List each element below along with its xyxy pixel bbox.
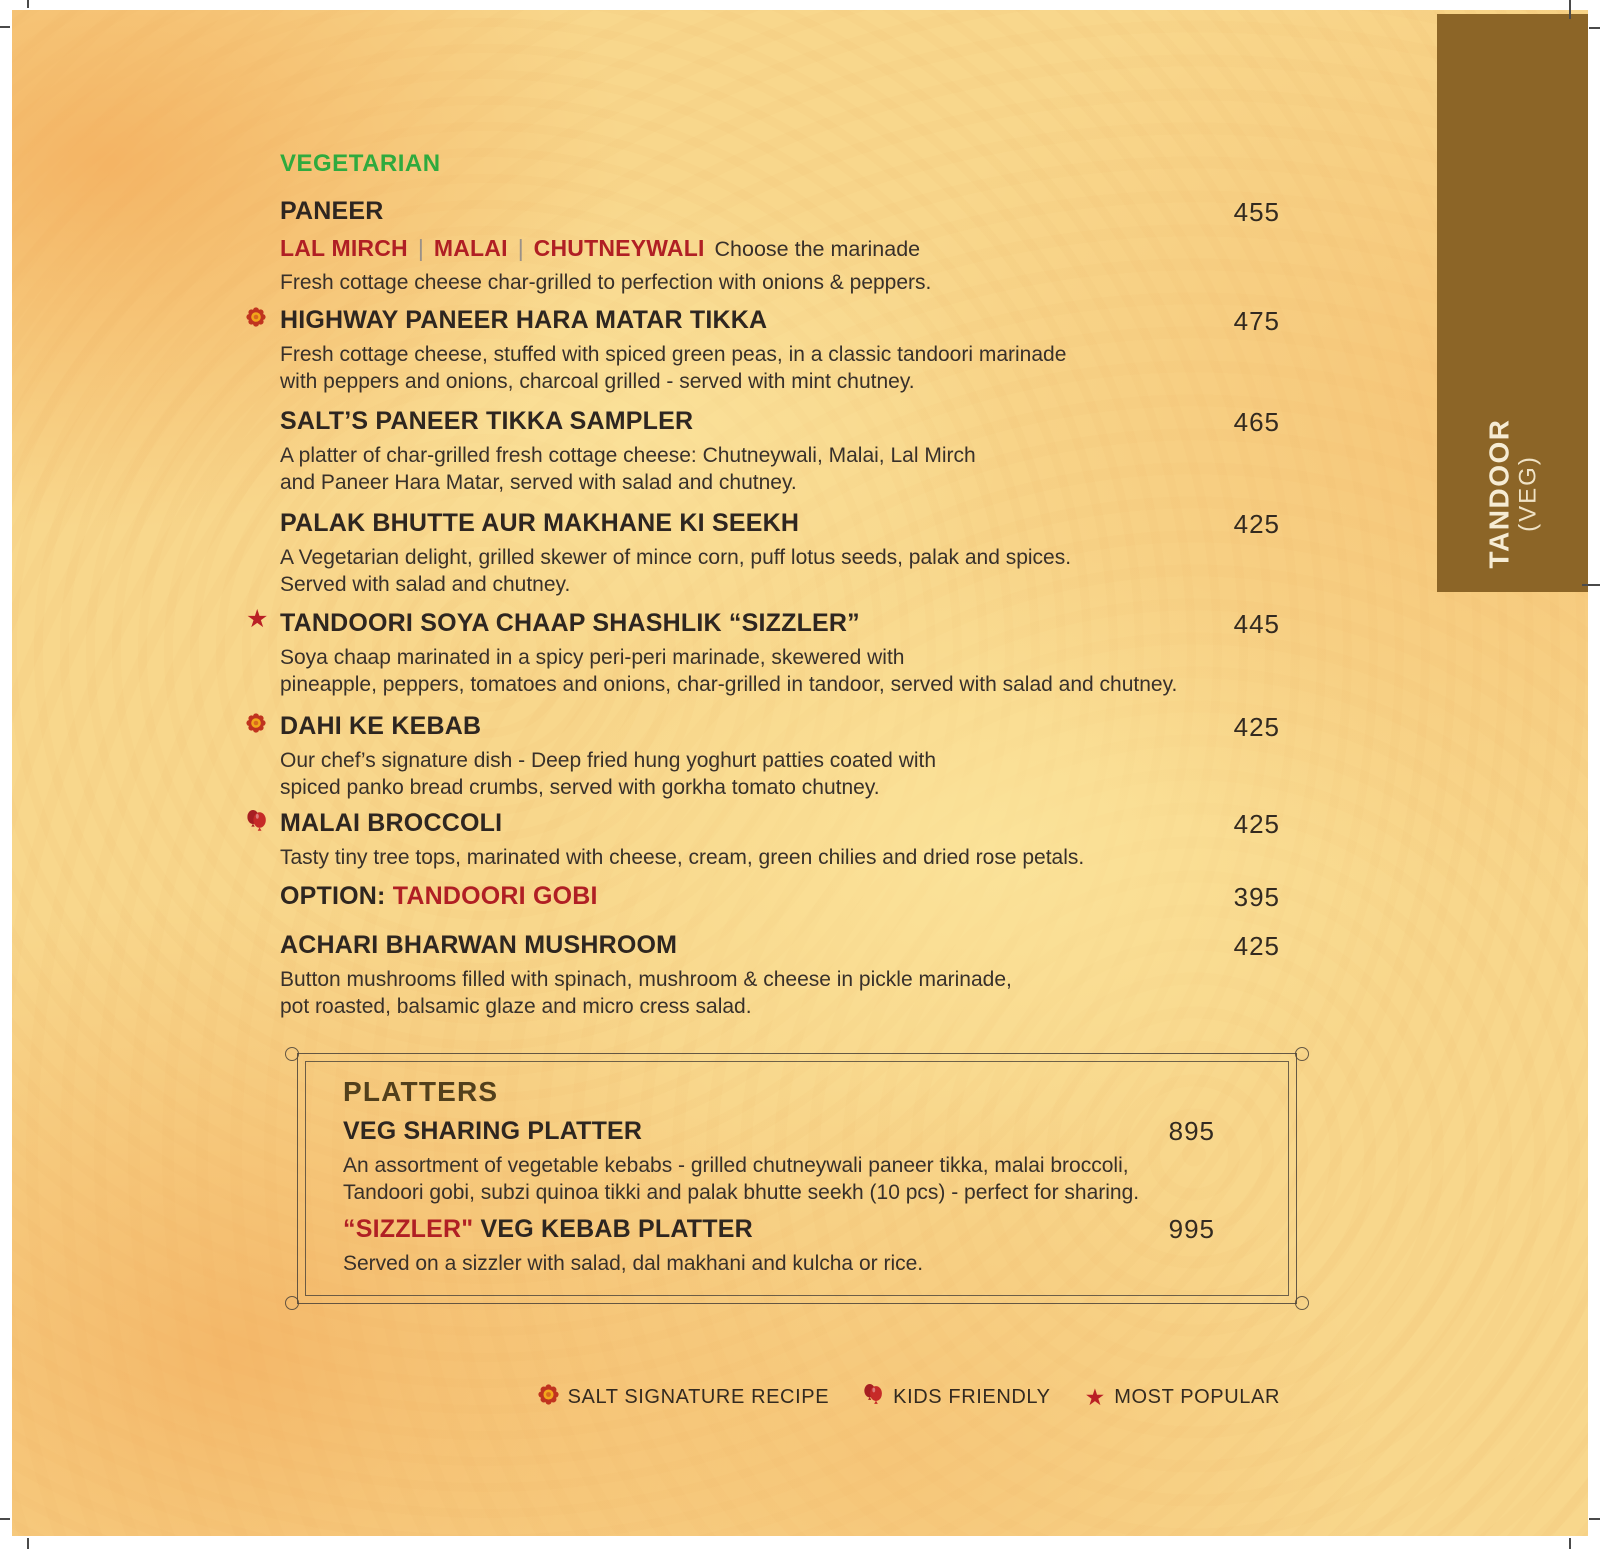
item-title-text: DAHI KE KEBAB bbox=[280, 712, 482, 740]
item-title-text: TANDOORI SOYA CHAAP SHASHLIK “SIZZLER” bbox=[280, 609, 860, 637]
item-description: Tasty tiny tree tops, marinated with cheese, cream, green chilies and dried rose petals. bbox=[280, 846, 1085, 869]
legend bbox=[280, 1382, 1280, 1412]
tab-title: TANDOOR bbox=[1483, 418, 1514, 568]
item-title bbox=[280, 882, 598, 910]
item-title bbox=[280, 712, 481, 740]
menu-page bbox=[12, 10, 1588, 1536]
platters-box bbox=[297, 1053, 1297, 1304]
item-price: 475 bbox=[1233, 306, 1280, 336]
crop-mark bbox=[1569, 0, 1571, 19]
balloons-icon bbox=[863, 1382, 884, 1412]
platters-heading: PLATTERS bbox=[343, 1076, 499, 1107]
platter-item-sizzler-kebab bbox=[343, 1214, 1215, 1277]
star-icon: ★ bbox=[1084, 1383, 1106, 1410]
item-price: 445 bbox=[1233, 609, 1280, 639]
item-price: 425 bbox=[1233, 712, 1280, 742]
item-description: An assortment of vegetable kebabs - grilled chutneywali paneer tikka, malai broccoli, bbox=[343, 1154, 1129, 1177]
crop-mark bbox=[0, 1518, 10, 1520]
menu-item-malai-broccoli bbox=[280, 808, 1280, 871]
item-description: Soya chaap marinated in a spicy peri-peri marinade, skewered with bbox=[280, 646, 905, 669]
signature-flower-icon bbox=[538, 1384, 559, 1410]
item-description: A Vegetarian delight, grilled skewer of mince corn, puff lotus seeds, palak and spices. bbox=[280, 546, 1072, 569]
item-title-row bbox=[280, 930, 1280, 960]
tab-subtitle: (VEG) bbox=[1514, 454, 1541, 532]
item-description: Served with salad and chutney. bbox=[280, 573, 571, 596]
corner-loop-ornament bbox=[1295, 1296, 1309, 1310]
crop-mark bbox=[1589, 27, 1600, 29]
legend-kids-friendly bbox=[863, 1382, 1050, 1412]
legend-most-popular bbox=[1085, 1385, 1280, 1410]
item-title-text: SALT’S PANEER TIKKA SAMPLER bbox=[280, 407, 694, 435]
signature-flower-icon bbox=[246, 713, 270, 739]
corner-loop-ornament bbox=[1295, 1047, 1309, 1061]
menu-item-achari-mushroom bbox=[280, 930, 1280, 1020]
variant-label: CHUTNEYWALI bbox=[533, 235, 705, 261]
variant-label: MALAI bbox=[433, 235, 508, 261]
item-title-row bbox=[280, 196, 1280, 226]
item-title-text: PANEER bbox=[280, 197, 384, 225]
item-title bbox=[280, 931, 677, 959]
item-title bbox=[280, 509, 799, 537]
item-title bbox=[280, 197, 384, 225]
menu-item-highway-paneer bbox=[280, 305, 1280, 395]
item-price: 425 bbox=[1233, 931, 1280, 961]
item-description: spiced panko bread crumbs, served with gorkha tomato chutney. bbox=[280, 776, 880, 799]
platter-item-veg-sharing bbox=[343, 1116, 1215, 1206]
item-title-text: OPTION: bbox=[280, 882, 386, 910]
item-title-row bbox=[280, 508, 1280, 538]
item-title-text: ACHARI BHARWAN MUSHROOM bbox=[280, 931, 678, 959]
separator: | bbox=[517, 235, 524, 261]
variant-note: Choose the marinade bbox=[714, 237, 921, 261]
item-title bbox=[280, 306, 767, 334]
star-icon: ★ bbox=[246, 605, 269, 633]
item-title-row bbox=[343, 1214, 1215, 1244]
separator: | bbox=[417, 235, 424, 261]
crop-mark bbox=[27, 0, 29, 8]
menu-item-palak-bhutte bbox=[280, 508, 1280, 598]
crop-mark bbox=[0, 26, 10, 28]
crop-mark bbox=[1569, 1538, 1571, 1549]
item-price: 425 bbox=[1233, 809, 1280, 839]
item-price: 425 bbox=[1233, 509, 1280, 539]
signature-flower-icon bbox=[246, 307, 270, 333]
corner-loop-ornament bbox=[285, 1296, 299, 1310]
item-description: Fresh cottage cheese, stuffed with spiced green peas, in a classic tandoori marinade bbox=[280, 343, 1067, 366]
menu-item-dahi-kebab bbox=[280, 711, 1280, 801]
menu-item-salts-sampler bbox=[280, 406, 1280, 496]
balloons-icon bbox=[246, 808, 270, 834]
item-title bbox=[343, 1117, 642, 1145]
tandoor-veg-tab-label bbox=[1437, 400, 1588, 586]
item-title bbox=[280, 609, 860, 637]
item-title bbox=[343, 1215, 753, 1243]
item-title-text: PALAK BHUTTE AUR MAKHANE KI SEEKH bbox=[280, 509, 800, 537]
item-title-row bbox=[280, 808, 1280, 838]
item-price: 465 bbox=[1233, 407, 1280, 437]
item-title-row bbox=[343, 1116, 1215, 1146]
marinade-options bbox=[280, 234, 1280, 263]
legend-label: SALT SIGNATURE RECIPE bbox=[567, 1385, 830, 1408]
item-description: Button mushrooms filled with spinach, mushroom & cheese in pickle marinade, bbox=[280, 968, 1012, 991]
item-price: 895 bbox=[1168, 1116, 1215, 1146]
item-title-row bbox=[280, 608, 1280, 638]
menu-item-soya-chaap bbox=[246, 605, 1280, 698]
item-title-text: MALAI BROCCOLI bbox=[280, 809, 503, 837]
menu-item-paneer bbox=[280, 196, 1280, 296]
item-description: Tandoori gobi, subzi quinoa tikki and palak bhutte seekh (10 pcs) - perfect for sharing. bbox=[343, 1181, 1140, 1204]
crop-mark bbox=[1582, 584, 1600, 586]
legend-signature-recipe bbox=[538, 1384, 830, 1410]
variant-label: LAL MIRCH bbox=[280, 235, 408, 261]
item-title bbox=[280, 809, 502, 837]
item-description: and Paneer Hara Matar, served with salad and chutney. bbox=[280, 471, 797, 494]
menu-item-tandoori-gobi-option bbox=[280, 881, 1280, 911]
item-description: Fresh cottage cheese char-grilled to perfection with onions & peppers. bbox=[280, 271, 932, 294]
item-title-row bbox=[280, 305, 1280, 335]
item-description: pineapple, peppers, tomatoes and onions, char-grilled in tandoor, served with salad and chutney. bbox=[280, 673, 1178, 696]
item-description: A platter of char-grilled fresh cottage cheese: Chutneywali, Malai, Lal Mirch bbox=[280, 444, 976, 467]
legend-label: KIDS FRIENDLY bbox=[893, 1385, 1051, 1408]
item-title-row bbox=[280, 406, 1280, 436]
item-price: 995 bbox=[1168, 1214, 1215, 1244]
legend-label: MOST POPULAR bbox=[1114, 1385, 1280, 1408]
item-title-text: VEG KEBAB PLATTER bbox=[473, 1215, 753, 1243]
item-description: Our chef’s signature dish - Deep fried hung yoghurt patties coated with bbox=[280, 749, 937, 772]
item-price: 395 bbox=[1233, 882, 1280, 912]
item-title bbox=[280, 407, 693, 435]
item-title-accent: TANDOORI GOBI bbox=[392, 882, 598, 910]
item-title-text: VEG SHARING PLATTER bbox=[343, 1117, 643, 1145]
crop-mark bbox=[1589, 1518, 1600, 1520]
item-title-accent: “SIZZLER" bbox=[343, 1215, 474, 1243]
corner-loop-ornament bbox=[285, 1047, 299, 1061]
section-heading: VEGETARIAN bbox=[280, 150, 441, 177]
item-description: with peppers and onions, charcoal grilled - served with mint chutney. bbox=[280, 370, 915, 393]
item-price: 455 bbox=[1233, 197, 1280, 227]
item-description: pot roasted, balsamic glaze and micro cress salad. bbox=[280, 995, 752, 1018]
item-description: Served on a sizzler with salad, dal makhani and kulcha or rice. bbox=[343, 1252, 924, 1275]
item-title-text: HIGHWAY PANEER HARA MATAR TIKKA bbox=[280, 306, 768, 334]
item-title-row bbox=[280, 711, 1280, 741]
item-title-row bbox=[280, 881, 1280, 911]
crop-mark bbox=[27, 1538, 29, 1549]
